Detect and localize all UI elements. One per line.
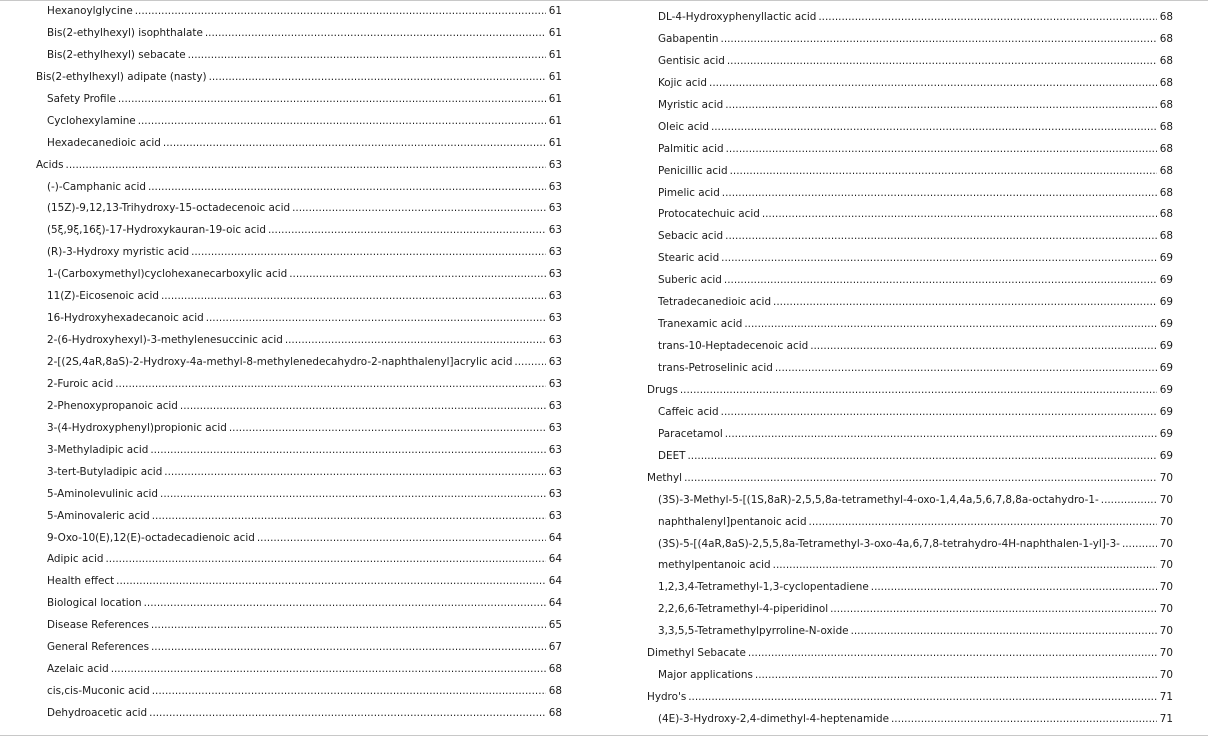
toc-dot-leader: [727, 51, 1157, 73]
toc-dot-leader: [257, 528, 546, 550]
toc-entry[interactable]: [36, 659, 562, 681]
toc-page-number: 69: [1159, 427, 1173, 440]
toc-page-number: 69: [1159, 405, 1173, 418]
toc-dot-leader: [830, 599, 1157, 621]
toc-entry[interactable]: [36, 220, 562, 242]
toc-dot-leader: [755, 665, 1157, 687]
toc-entry[interactable]: [36, 286, 562, 308]
toc-dot-leader: [148, 177, 546, 199]
toc-entry-title: (3S)-5-[(4aR,8aS)-2,5,5,8a-Tetramethyl-3-oxo-4a,6,7,8-tetrahydro-4H-naphthalen-1-yl]-3-: [658, 537, 1120, 550]
toc-entry[interactable]: [36, 462, 562, 484]
toc-entry[interactable]: [36, 396, 562, 418]
toc-dot-leader: [851, 621, 1157, 643]
toc-dot-leader: [135, 1, 546, 23]
toc-entry[interactable]: [36, 528, 562, 550]
toc-entry[interactable]: [647, 402, 1173, 424]
toc-dot-leader: [725, 424, 1157, 446]
toc-entry-title: trans-10-Heptadecenoic acid: [658, 340, 809, 353]
toc-dot-leader: [748, 643, 1157, 665]
toc-entry[interactable]: [36, 418, 562, 440]
toc-page-number: 61: [548, 48, 562, 61]
toc-entry-title: 9-Oxo-10(E),12(E)-octadecadienoic acid: [47, 531, 255, 544]
toc-entry-title: 3-Methyladipic acid: [47, 443, 149, 456]
toc-page-number: 63: [548, 158, 562, 171]
toc-dot-leader: [144, 593, 546, 615]
toc-dot-leader: [721, 248, 1157, 270]
toc-dot-leader: [871, 577, 1157, 599]
toc-dot-leader: [205, 23, 546, 45]
toc-dot-leader: [118, 89, 546, 111]
toc-page-number: 61: [548, 136, 562, 149]
toc-entry-title: Bis(2-ethylhexyl) sebacate: [47, 48, 186, 61]
toc-entry-title: 5-Aminolevulinic acid: [47, 487, 159, 500]
toc-entry[interactable]: [647, 51, 1173, 73]
toc-entry-title: Sebacic acid: [658, 230, 724, 243]
toc-entry[interactable]: [647, 490, 1173, 512]
toc-entry[interactable]: [647, 621, 1173, 643]
toc-page-number: 61: [548, 114, 562, 127]
toc-page-number: 63: [548, 312, 562, 325]
toc-dot-leader: [687, 446, 1157, 468]
toc-entry[interactable]: [647, 95, 1173, 117]
toc-dot-leader: [149, 703, 546, 725]
toc-entry[interactable]: [647, 534, 1173, 556]
toc-entry-title: Health effect: [47, 575, 115, 588]
toc-page-number: 69: [1159, 318, 1173, 331]
toc-entry-title: 5-Aminovaleric acid: [47, 509, 150, 522]
toc-column-right: [647, 7, 1173, 731]
toc-dot-leader: [161, 286, 546, 308]
toc-entry[interactable]: [647, 643, 1173, 665]
toc-entry-title: 2-[(2S,4aR,8aS)-2-Hydroxy-4a-methyl-8-methylenedecahydro-2-naphthalenyl]acrylic acid: [47, 356, 513, 368]
toc-page-number: 69: [1159, 296, 1173, 309]
toc-entry[interactable]: [647, 292, 1173, 314]
toc-entry[interactable]: [36, 352, 562, 374]
toc-page-number: 70: [1159, 669, 1173, 682]
toc-page-number: 68: [548, 707, 562, 719]
toc-entry-title: Hydro's: [647, 691, 687, 704]
toc-dot-leader: [292, 198, 546, 220]
toc-entry[interactable]: [36, 177, 562, 199]
toc-entry-title: (3S)-3-Methyl-5-[(1S,8aR)-2,5,5,8a-tetramethyl-4-oxo-1,4,4a,5,6,7,8,8a-octahydro-1-: [658, 493, 1099, 506]
toc-dot-leader: [188, 45, 546, 67]
toc-entry[interactable]: [647, 577, 1173, 599]
toc-entry[interactable]: [647, 226, 1173, 248]
toc-page-number: 63: [548, 465, 562, 478]
toc-entry[interactable]: [647, 555, 1173, 577]
toc-dot-leader: [688, 687, 1157, 709]
toc-page-number: 63: [548, 487, 562, 500]
toc-entry[interactable]: [647, 139, 1173, 161]
toc-entry-title: (15Z)-9,12,13-Trihydroxy-15-octadecenoic acid: [47, 202, 291, 215]
toc-entry-title: Azelaic acid: [47, 663, 109, 676]
toc-dot-leader: [711, 117, 1157, 139]
toc-page-number: 68: [1159, 230, 1173, 243]
toc-page-number: 69: [1159, 449, 1173, 462]
toc-page-number: 69: [1159, 252, 1173, 265]
toc-dot-leader: [111, 659, 546, 681]
toc-page-number: 64: [548, 575, 562, 588]
toc-page-number: 64: [548, 553, 562, 566]
toc-page-number: 68: [1159, 186, 1173, 199]
toc-entry[interactable]: [36, 198, 562, 220]
toc-entry[interactable]: [647, 380, 1173, 402]
toc-entry-title: Dimethyl Sebacate: [647, 647, 746, 660]
toc-entry-title: (R)-3-Hydroxy myristic acid: [47, 246, 190, 259]
toc-entry-title: 3,3,5,5-Tetramethylpyrroline-N-oxide: [658, 625, 849, 638]
toc-dot-leader: [163, 133, 546, 155]
toc-page-number: 63: [548, 246, 562, 259]
toc-page-number: 69: [1159, 274, 1173, 287]
toc-entry-title: cis,cis-Muconic acid: [47, 685, 150, 698]
toc-page-number: 68: [1159, 98, 1173, 111]
toc-page-number: 70: [1159, 537, 1173, 550]
toc-page-number: 63: [548, 399, 562, 412]
toc-entry-title: 11(Z)-Eicosenoic acid: [47, 290, 159, 303]
toc-dot-leader: [180, 396, 546, 418]
toc-page-number: 61: [548, 26, 562, 39]
toc-entry[interactable]: [647, 446, 1173, 468]
toc-entry-title: Paracetamol: [658, 427, 723, 440]
toc-dot-leader: [150, 440, 546, 462]
toc-dot-leader: [684, 468, 1157, 490]
toc-page-number: 69: [1159, 362, 1173, 374]
toc-entry[interactable]: [647, 314, 1173, 336]
toc-entry-title: trans-Petroselinic acid: [658, 362, 773, 374]
toc-page-number: 70: [1159, 471, 1173, 484]
toc-entry[interactable]: [36, 374, 562, 396]
toc-entry[interactable]: [647, 73, 1173, 95]
toc-dot-leader: [115, 374, 546, 396]
toc-page-number: 68: [1159, 142, 1173, 155]
toc-dot-leader: [164, 462, 546, 484]
toc-page-number: 68: [1159, 54, 1173, 67]
toc-entry-title: Hexanoylglycine: [47, 5, 133, 17]
toc-page-number: 63: [548, 180, 562, 193]
toc-page-number: 61: [548, 5, 562, 17]
toc-page-number: 68: [1159, 164, 1173, 177]
toc-entry[interactable]: [647, 709, 1173, 731]
toc-entry-title: (5ξ,9ξ,16ξ)-17-Hydroxykauran-19-oic acid: [47, 224, 266, 237]
toc-page-number: 70: [1159, 515, 1173, 528]
toc-page-number: 71: [1159, 691, 1173, 704]
toc-entry[interactable]: [647, 687, 1173, 709]
toc-dot-leader: [773, 555, 1157, 577]
toc-entry[interactable]: [647, 7, 1173, 29]
toc-entry-title: Acids: [36, 158, 64, 171]
toc-dot-leader: [744, 314, 1157, 336]
toc-entry[interactable]: [36, 23, 562, 45]
toc-dot-leader: [818, 7, 1157, 29]
toc-dot-leader: [268, 220, 546, 242]
toc-entry-title: 1,2,3,4-Tetramethyl-1,3-cyclopentadiene: [658, 581, 869, 594]
toc-entry[interactable]: [647, 468, 1173, 490]
toc-entry-title: Oleic acid: [658, 120, 709, 133]
toc-entry[interactable]: [36, 1, 562, 23]
toc-entry-title: naphthalenyl]pentanoic acid: [658, 515, 807, 528]
toc-entry[interactable]: [36, 264, 562, 286]
toc-entry[interactable]: [36, 155, 562, 177]
toc-dot-leader: [285, 330, 546, 352]
toc-dot-leader: [680, 380, 1157, 402]
toc-entry[interactable]: [36, 506, 562, 528]
toc-page-number: 68: [1159, 120, 1173, 133]
toc-page-number: 63: [548, 377, 562, 390]
toc-entry[interactable]: [647, 204, 1173, 226]
toc-dot-leader: [289, 264, 546, 286]
toc-page-number: 63: [548, 356, 562, 368]
toc-entry-title: Caffeic acid: [658, 405, 719, 418]
toc-page-number: 67: [548, 641, 562, 654]
toc-page-number: 70: [1159, 559, 1173, 572]
toc-entry-title: methylpentanoic acid: [658, 559, 771, 572]
toc-entry[interactable]: [36, 440, 562, 462]
toc-entry[interactable]: [647, 336, 1173, 358]
toc-entry-title: Protocatechuic acid: [658, 208, 760, 221]
toc-dot-leader: [721, 402, 1157, 424]
toc-page-number: 71: [1159, 713, 1173, 725]
toc-entry-title: Tranexamic acid: [658, 318, 743, 331]
toc-entry[interactable]: [36, 615, 562, 637]
toc-page-number: 61: [548, 70, 562, 83]
toc-dot-leader: [809, 512, 1157, 534]
toc-dot-leader: [730, 161, 1157, 183]
toc-entry-title: 1-(Carboxymethyl)cyclohexanecarboxylic acid: [47, 268, 288, 281]
toc-entry-title: Pimelic acid: [658, 186, 720, 199]
toc-dot-leader: [726, 139, 1157, 161]
toc-entry[interactable]: [647, 599, 1173, 621]
toc-dot-leader: [191, 242, 546, 264]
toc-dot-leader: [810, 336, 1157, 358]
toc-dot-leader: [725, 95, 1157, 117]
toc-page-number: 70: [1159, 603, 1173, 616]
toc-entry-title: 3-tert-Butyladipic acid: [47, 465, 163, 478]
toc-dot-leader: [160, 484, 546, 506]
toc-entry[interactable]: [36, 703, 562, 725]
toc-entry-title: 2-(6-Hydroxyhexyl)-3-methylenesuccinic acid: [47, 334, 283, 347]
toc-page-number: 63: [548, 290, 562, 303]
toc-page-number: 64: [548, 531, 562, 544]
toc-page-number: 63: [548, 421, 562, 434]
toc-entry[interactable]: [647, 117, 1173, 139]
toc-entry[interactable]: [647, 512, 1173, 534]
toc-dot-leader: [514, 352, 546, 374]
toc-entry-title: General References: [47, 641, 149, 654]
toc-dot-leader: [762, 204, 1157, 226]
toc-entry[interactable]: [647, 183, 1173, 205]
toc-entry[interactable]: [36, 330, 562, 352]
toc-dot-leader: [151, 637, 546, 659]
toc-entry-title: Methyl: [647, 471, 683, 484]
toc-entry-title: DEET: [658, 449, 686, 462]
toc-dot-leader: [206, 308, 546, 330]
toc-entry[interactable]: [36, 571, 562, 593]
toc-entry-title: Penicillic acid: [658, 164, 728, 177]
toc-dot-leader: [229, 418, 546, 440]
toc-dot-leader: [152, 506, 546, 528]
toc-entry[interactable]: [36, 45, 562, 67]
toc-dot-leader: [116, 571, 546, 593]
toc-entry-title: Major applications: [658, 669, 753, 682]
toc-entry-title: Kojic acid: [658, 76, 708, 89]
toc-dot-leader: [891, 709, 1157, 731]
toc-page-number: 68: [1159, 11, 1173, 23]
toc-entry-title: Safety Profile: [47, 92, 116, 105]
toc-page-number: 68: [1159, 32, 1173, 45]
toc-page-number: 70: [1159, 581, 1173, 594]
toc-page-number: 68: [1159, 208, 1173, 221]
toc-page-number: 68: [548, 685, 562, 698]
toc-page-number: 65: [548, 619, 562, 632]
toc-entry[interactable]: [647, 424, 1173, 446]
page-bottom-border: [0, 735, 1208, 736]
toc-dot-leader: [209, 67, 546, 89]
toc-entry-title: Dehydroacetic acid: [47, 707, 148, 719]
toc-entry[interactable]: [36, 133, 562, 155]
toc-dot-leader: [151, 615, 546, 637]
toc-entry-title: 2-Furoic acid: [47, 377, 114, 390]
toc-dot-leader: [775, 358, 1157, 380]
toc-page-number: 69: [1159, 340, 1173, 353]
toc-entry-title: 2-Phenoxypropanoic acid: [47, 399, 178, 412]
toc-entry[interactable]: [647, 665, 1173, 687]
toc-dot-leader: [725, 226, 1157, 248]
toc-entry-title: Disease References: [47, 619, 149, 632]
toc-entry-title: (4E)-3-Hydroxy-2,4-dimethyl-4-heptenamide: [658, 713, 889, 725]
toc-entry-title: Hexadecanedioic acid: [47, 136, 161, 149]
toc-entry-title: 3-(4-Hydroxyphenyl)propionic acid: [47, 421, 227, 434]
toc-page-number: 70: [1159, 625, 1173, 638]
toc-dot-leader: [105, 549, 546, 571]
toc-entry[interactable]: [647, 29, 1173, 51]
toc-entry[interactable]: [36, 637, 562, 659]
toc-dot-leader: [66, 155, 546, 177]
toc-entry-title: Biological location: [47, 597, 142, 610]
toc-page-number: 63: [548, 202, 562, 215]
toc-entry[interactable]: [36, 593, 562, 615]
toc-entry-title: Tetradecanedioic acid: [658, 296, 772, 309]
toc-entry-title: Suberic acid: [658, 274, 722, 287]
toc-entry[interactable]: [36, 89, 562, 111]
toc-entry-title: Palmitic acid: [658, 142, 724, 155]
toc-dot-leader: [724, 270, 1157, 292]
toc-page-number: 69: [1159, 383, 1173, 396]
toc-dot-leader: [773, 292, 1157, 314]
toc-page-number: 63: [548, 268, 562, 281]
toc-entry-title: Gentisic acid: [658, 54, 725, 67]
toc-entry[interactable]: [36, 549, 562, 571]
toc-entry-title: DL-4-Hydroxyphenyllactic acid: [658, 11, 817, 23]
toc-entry[interactable]: [36, 681, 562, 703]
toc-page-number: 63: [548, 334, 562, 347]
toc-entry-title: (-)-Camphanic acid: [47, 180, 146, 193]
toc-page-number: 70: [1159, 493, 1173, 506]
toc-entry-title: Gabapentin: [658, 32, 719, 45]
toc-entry[interactable]: [36, 111, 562, 133]
toc-entry-title: Drugs: [647, 383, 678, 396]
toc-entry-title: Stearic acid: [658, 252, 720, 265]
toc-page-number: 64: [548, 597, 562, 610]
toc-page-number: 63: [548, 224, 562, 237]
toc-page-number: 70: [1159, 647, 1173, 660]
toc-entry-title: Bis(2-ethylhexyl) isophthalate: [47, 26, 203, 39]
toc-dot-leader: [152, 681, 546, 703]
toc-entry[interactable]: [647, 248, 1173, 270]
toc-entry-title: Myristic acid: [658, 98, 724, 111]
toc-page-number: 63: [548, 509, 562, 522]
toc-entry[interactable]: [647, 161, 1173, 183]
toc-entry-title: Bis(2-ethylhexyl) adipate (nasty): [36, 70, 207, 83]
toc-entry-title: 2,2,6,6-Tetramethyl-4-piperidinol: [658, 603, 829, 616]
toc-page-number: 68: [1159, 76, 1173, 89]
toc-entry[interactable]: [36, 484, 562, 506]
toc-dot-leader: [1101, 490, 1157, 512]
toc-entry-title: Cyclohexylamine: [47, 114, 136, 127]
toc-dot-leader: [1122, 534, 1157, 556]
toc-entry-title: 16-Hydroxyhexadecanoic acid: [47, 312, 204, 325]
toc-entry[interactable]: [36, 242, 562, 264]
toc-entry-title: Adipic acid: [47, 553, 104, 566]
toc-entry[interactable]: [36, 67, 562, 89]
toc-entry[interactable]: [647, 358, 1173, 380]
toc-column-left: [36, 1, 562, 725]
toc-dot-leader: [721, 29, 1157, 51]
toc-page-number: 63: [548, 443, 562, 456]
toc-page-number: 68: [548, 663, 562, 676]
toc-dot-leader: [709, 73, 1157, 95]
toc-entry[interactable]: [36, 308, 562, 330]
toc-entry[interactable]: [647, 270, 1173, 292]
toc-dot-leader: [138, 111, 546, 133]
toc-page-number: 61: [548, 92, 562, 105]
toc-dot-leader: [722, 183, 1157, 205]
